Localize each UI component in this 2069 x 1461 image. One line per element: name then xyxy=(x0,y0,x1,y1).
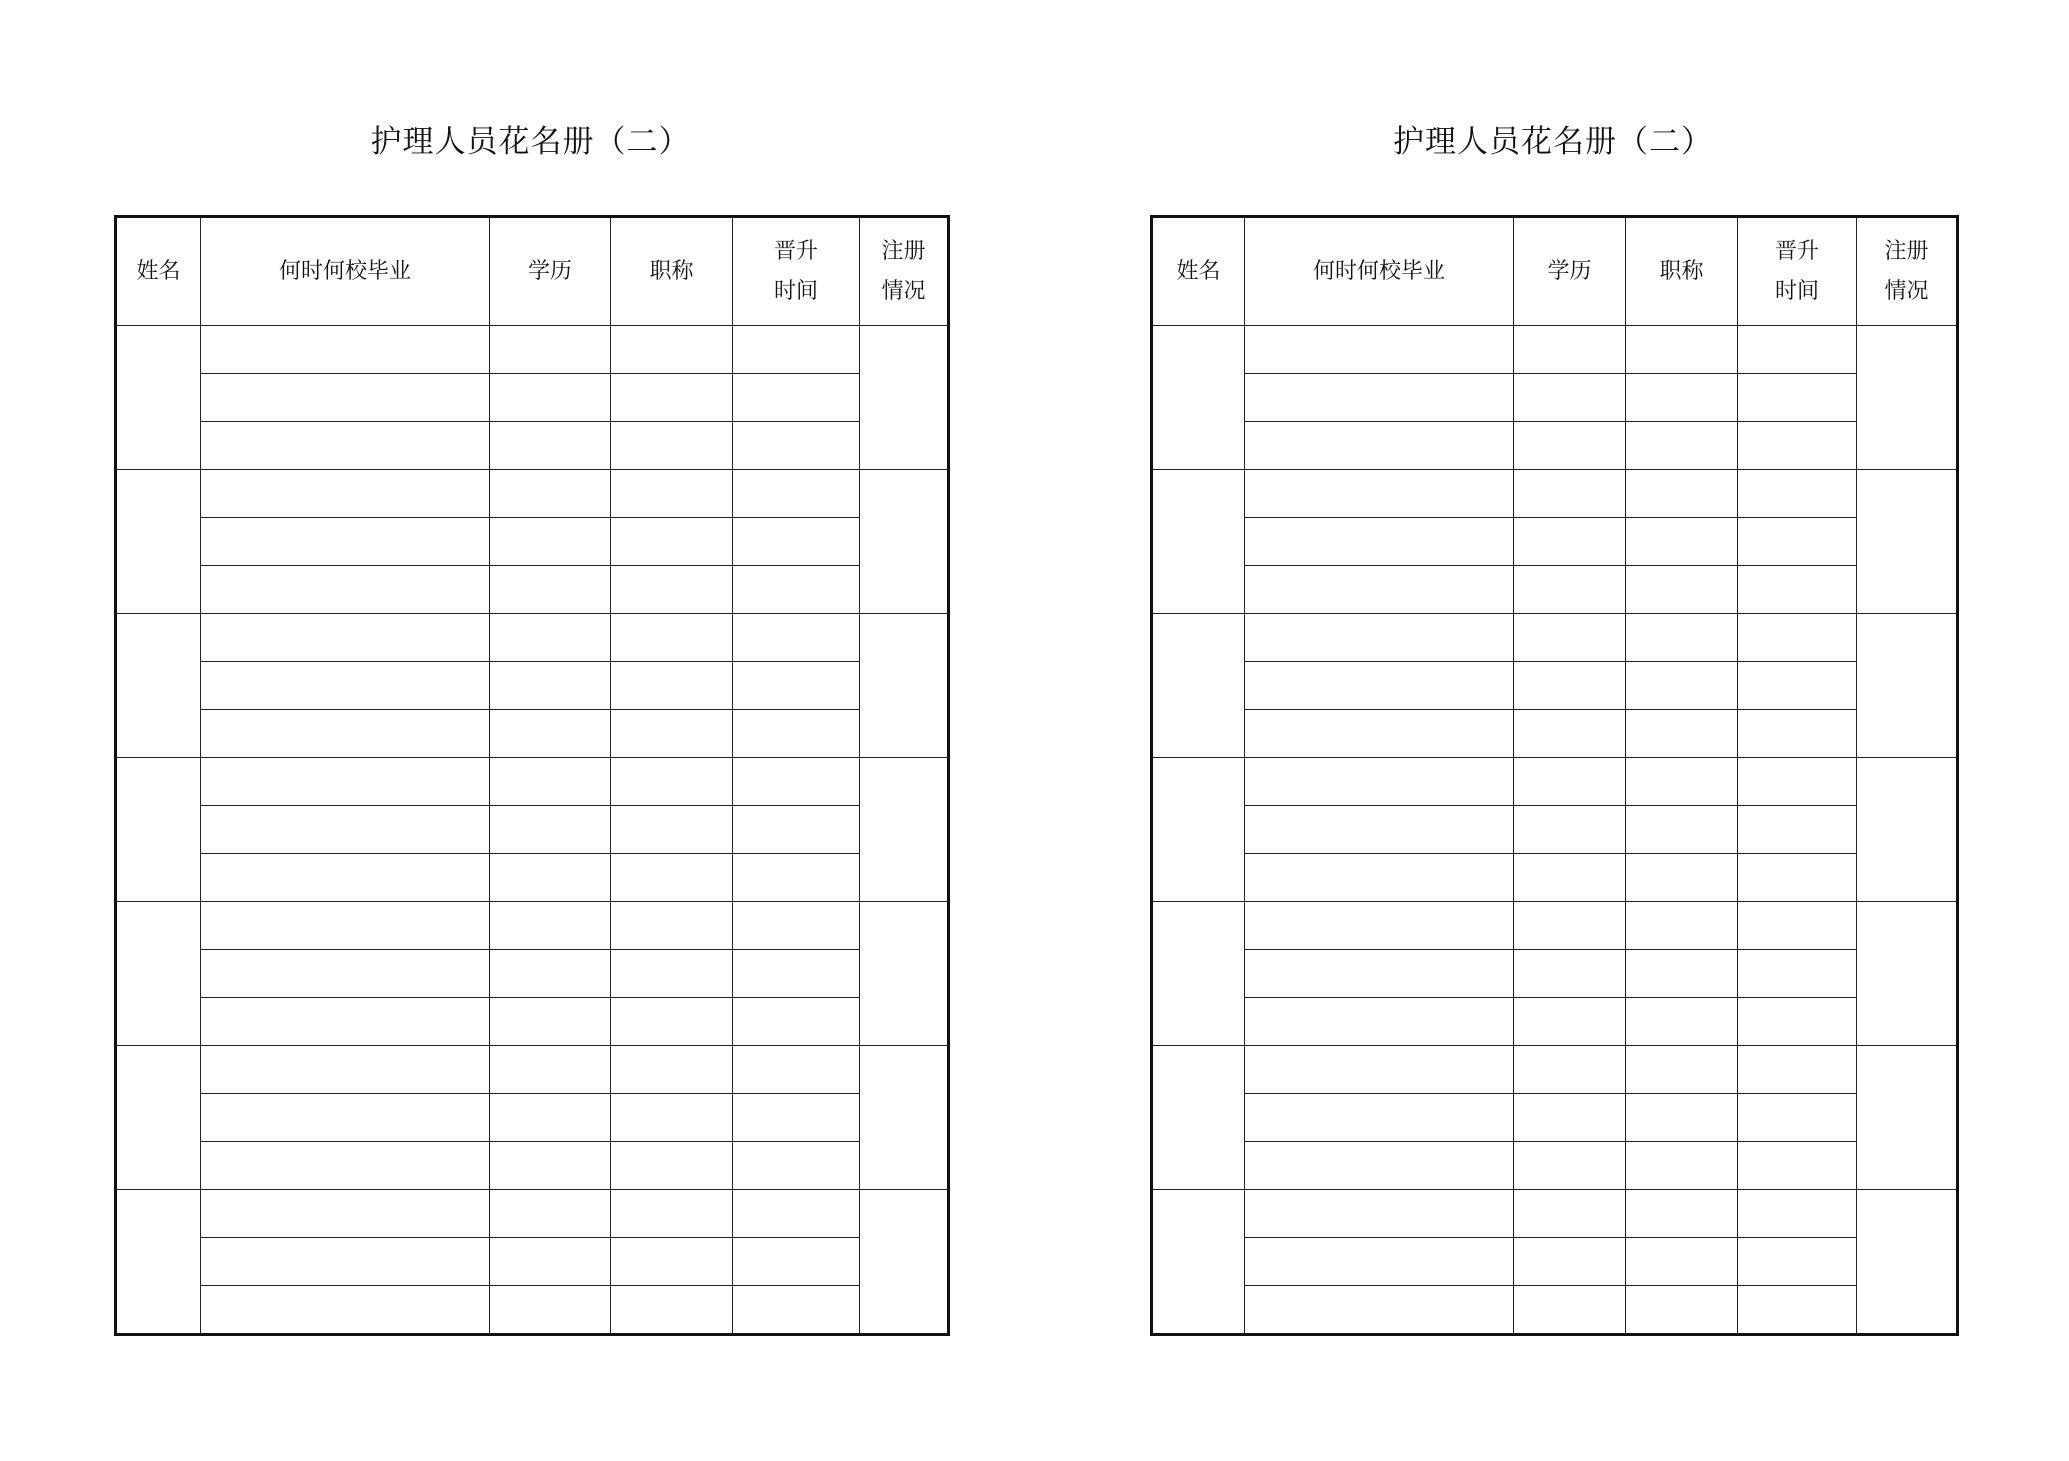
education-cell[interactable] xyxy=(1514,566,1626,614)
title-cell[interactable] xyxy=(611,422,733,470)
education-cell[interactable] xyxy=(1514,950,1626,998)
table-row xyxy=(1152,710,1958,758)
promotion-time-cell[interactable] xyxy=(733,758,860,806)
header-promotion-line1: 晋升 xyxy=(773,238,818,264)
promotion-time-cell[interactable] xyxy=(733,806,860,854)
table-row xyxy=(1152,326,1958,374)
name-cell[interactable] xyxy=(1152,758,1245,902)
roster-body xyxy=(1152,326,1958,1335)
graduation-cell[interactable] xyxy=(1245,374,1514,422)
name-cell[interactable] xyxy=(116,758,201,902)
promotion-time-cell[interactable] xyxy=(733,470,860,518)
header-education: 学历 xyxy=(490,217,611,326)
graduation-cell[interactable] xyxy=(1245,950,1514,998)
title-cell[interactable] xyxy=(611,518,733,566)
table-row xyxy=(116,998,949,1046)
title-cell[interactable] xyxy=(611,1142,733,1190)
promotion-time-cell[interactable] xyxy=(733,1046,860,1094)
title-cell[interactable] xyxy=(1626,758,1738,806)
graduation-cell[interactable] xyxy=(201,1046,490,1094)
registration-cell[interactable] xyxy=(1857,326,1958,470)
graduation-cell[interactable] xyxy=(201,326,490,374)
table-row xyxy=(1152,566,1958,614)
table-row xyxy=(116,1142,949,1190)
promotion-time-cell[interactable] xyxy=(733,566,860,614)
education-cell[interactable] xyxy=(1514,710,1626,758)
title-cell[interactable] xyxy=(1626,854,1738,902)
graduation-cell[interactable] xyxy=(201,806,490,854)
promotion-time-cell[interactable] xyxy=(733,518,860,566)
education-cell[interactable] xyxy=(1514,422,1626,470)
registration-cell[interactable] xyxy=(1857,614,1958,758)
promotion-time-cell[interactable] xyxy=(733,1238,860,1286)
title-cell[interactable] xyxy=(611,710,733,758)
header-promotion-line1: 晋升 xyxy=(1774,238,1819,264)
graduation-cell[interactable] xyxy=(201,710,490,758)
graduation-cell[interactable] xyxy=(201,950,490,998)
education-cell[interactable] xyxy=(490,1046,611,1094)
graduation-cell[interactable] xyxy=(201,422,490,470)
graduation-cell[interactable] xyxy=(201,662,490,710)
title-cell[interactable] xyxy=(1626,470,1738,518)
title-cell[interactable] xyxy=(1626,1142,1738,1190)
name-cell[interactable] xyxy=(116,614,201,758)
table-row xyxy=(116,1094,949,1142)
table-row xyxy=(116,614,949,662)
promotion-time-cell[interactable] xyxy=(733,1190,860,1238)
promotion-time-cell[interactable] xyxy=(733,710,860,758)
title-cell[interactable] xyxy=(1626,1046,1738,1094)
graduation-cell[interactable] xyxy=(201,854,490,902)
education-cell[interactable] xyxy=(1514,326,1626,374)
education-cell[interactable] xyxy=(490,662,611,710)
title-cell[interactable] xyxy=(611,662,733,710)
promotion-time-cell[interactable] xyxy=(1738,902,1857,950)
graduation-cell[interactable] xyxy=(1245,326,1514,374)
education-cell[interactable] xyxy=(490,470,611,518)
graduation-cell[interactable] xyxy=(201,566,490,614)
header-registration-line1: 注册 xyxy=(881,238,926,264)
title-cell[interactable] xyxy=(611,1286,733,1335)
promotion-time-cell[interactable] xyxy=(1738,950,1857,998)
education-cell[interactable] xyxy=(1514,902,1626,950)
name-cell[interactable] xyxy=(116,326,201,470)
registration-cell[interactable] xyxy=(1857,1190,1958,1335)
header-name: 姓名 xyxy=(1152,217,1245,326)
promotion-time-cell[interactable] xyxy=(1738,1190,1857,1238)
table-row xyxy=(1152,806,1958,854)
table-row xyxy=(1152,902,1958,950)
graduation-cell[interactable] xyxy=(201,1238,490,1286)
header-row xyxy=(116,217,949,326)
sheet-title: 护理人员花名册（二） xyxy=(370,124,691,160)
title-cell[interactable] xyxy=(611,758,733,806)
name-cell[interactable] xyxy=(116,1190,201,1335)
title-cell[interactable] xyxy=(611,1094,733,1142)
promotion-time-cell[interactable] xyxy=(1738,374,1857,422)
table-row xyxy=(116,374,949,422)
promotion-time-cell[interactable] xyxy=(733,902,860,950)
registration-cell[interactable] xyxy=(860,902,949,1046)
graduation-cell[interactable] xyxy=(1245,1286,1514,1335)
title-cell[interactable] xyxy=(611,374,733,422)
promotion-time-cell[interactable] xyxy=(733,422,860,470)
promotion-time-cell[interactable] xyxy=(1738,806,1857,854)
title-cell[interactable] xyxy=(1626,806,1738,854)
title-cell[interactable] xyxy=(1626,662,1738,710)
table-row xyxy=(116,902,949,950)
title-cell[interactable] xyxy=(611,326,733,374)
promotion-time-cell[interactable] xyxy=(1738,1286,1857,1335)
promotion-time-cell[interactable] xyxy=(1738,566,1857,614)
registration-cell[interactable] xyxy=(1857,902,1958,1046)
graduation-cell[interactable] xyxy=(201,374,490,422)
name-cell[interactable] xyxy=(1152,470,1245,614)
header-registration-line2: 情况 xyxy=(881,278,926,304)
header-promotion-line2: 时间 xyxy=(773,278,818,304)
title-cell[interactable] xyxy=(611,1190,733,1238)
title-cell[interactable] xyxy=(611,902,733,950)
name-cell[interactable] xyxy=(1152,1190,1245,1335)
table-row xyxy=(1152,1238,1958,1286)
registration-cell[interactable] xyxy=(1857,1046,1958,1190)
registration-cell[interactable] xyxy=(860,614,949,758)
title-cell[interactable] xyxy=(1626,326,1738,374)
title-cell[interactable] xyxy=(1626,566,1738,614)
table-row xyxy=(116,422,949,470)
roster-table xyxy=(114,215,950,1336)
title-cell[interactable] xyxy=(1626,902,1738,950)
education-cell[interactable] xyxy=(490,902,611,950)
table-row xyxy=(116,1238,949,1286)
registration-cell[interactable] xyxy=(860,326,949,470)
promotion-time-cell[interactable] xyxy=(1738,854,1857,902)
title-cell[interactable] xyxy=(1626,1238,1738,1286)
education-cell[interactable] xyxy=(1514,1286,1626,1335)
graduation-cell[interactable] xyxy=(201,758,490,806)
name-cell[interactable] xyxy=(1152,326,1245,470)
promotion-time-cell[interactable] xyxy=(733,854,860,902)
sheet-title: 护理人员花名册（二） xyxy=(1393,124,1713,160)
header-row xyxy=(1152,217,1958,326)
promotion-time-cell[interactable] xyxy=(1738,470,1857,518)
education-cell[interactable] xyxy=(490,566,611,614)
table-row xyxy=(1152,758,1958,806)
education-cell[interactable] xyxy=(1514,614,1626,662)
registration-cell[interactable] xyxy=(860,1046,949,1190)
table-row xyxy=(116,1190,949,1238)
title-cell[interactable] xyxy=(611,614,733,662)
name-cell[interactable] xyxy=(116,1046,201,1190)
education-cell[interactable] xyxy=(1514,854,1626,902)
name-cell[interactable] xyxy=(1152,1046,1245,1190)
title-cell[interactable] xyxy=(1626,422,1738,470)
promotion-time-cell[interactable] xyxy=(733,662,860,710)
graduation-cell[interactable] xyxy=(1245,470,1514,518)
promotion-time-cell[interactable] xyxy=(1738,998,1857,1046)
header-promotion-line2: 时间 xyxy=(1774,278,1819,304)
education-cell[interactable] xyxy=(1514,806,1626,854)
education-cell[interactable] xyxy=(1514,470,1626,518)
table-row xyxy=(1152,470,1958,518)
table-row xyxy=(116,710,949,758)
table-row xyxy=(1152,374,1958,422)
graduation-cell[interactable] xyxy=(1245,710,1514,758)
graduation-cell[interactable] xyxy=(201,1094,490,1142)
header-promotion-time xyxy=(1738,217,1857,326)
graduation-cell[interactable] xyxy=(1245,1190,1514,1238)
education-cell[interactable] xyxy=(490,326,611,374)
education-cell[interactable] xyxy=(490,806,611,854)
education-cell[interactable] xyxy=(490,518,611,566)
header-registration xyxy=(860,217,949,326)
title-cell[interactable] xyxy=(1626,950,1738,998)
education-cell[interactable] xyxy=(490,1142,611,1190)
graduation-cell[interactable] xyxy=(1245,1094,1514,1142)
title-cell[interactable] xyxy=(611,566,733,614)
header-registration xyxy=(1857,217,1958,326)
graduation-cell[interactable] xyxy=(1245,614,1514,662)
table-row xyxy=(116,566,949,614)
name-cell[interactable] xyxy=(116,470,201,614)
graduation-cell[interactable] xyxy=(1245,518,1514,566)
header-promotion-time xyxy=(733,217,860,326)
graduation-cell[interactable] xyxy=(1245,662,1514,710)
promotion-time-cell[interactable] xyxy=(1738,1238,1857,1286)
title-cell[interactable] xyxy=(611,998,733,1046)
table-row xyxy=(1152,614,1958,662)
graduation-cell[interactable] xyxy=(1245,422,1514,470)
promotion-time-cell[interactable] xyxy=(1738,518,1857,566)
education-cell[interactable] xyxy=(1514,758,1626,806)
education-cell[interactable] xyxy=(1514,1094,1626,1142)
table-row xyxy=(116,662,949,710)
name-cell[interactable] xyxy=(1152,902,1245,1046)
education-cell[interactable] xyxy=(490,1190,611,1238)
table-row xyxy=(116,758,949,806)
graduation-cell[interactable] xyxy=(1245,854,1514,902)
graduation-cell[interactable] xyxy=(1245,1238,1514,1286)
table-row xyxy=(1152,1094,1958,1142)
education-cell[interactable] xyxy=(1514,374,1626,422)
education-cell[interactable] xyxy=(490,374,611,422)
table-row xyxy=(1152,998,1958,1046)
promotion-time-cell[interactable] xyxy=(1738,662,1857,710)
education-cell[interactable] xyxy=(1514,662,1626,710)
title-cell[interactable] xyxy=(1626,1286,1738,1335)
promotion-time-cell[interactable] xyxy=(733,1142,860,1190)
table-row xyxy=(1152,1190,1958,1238)
promotion-time-cell[interactable] xyxy=(1738,326,1857,374)
table-row xyxy=(116,950,949,998)
header-registration-line1: 注册 xyxy=(1884,238,1929,264)
table-row xyxy=(116,1286,949,1335)
registration-cell[interactable] xyxy=(860,470,949,614)
table-row xyxy=(1152,1046,1958,1094)
education-cell[interactable] xyxy=(1514,998,1626,1046)
education-cell[interactable] xyxy=(1514,518,1626,566)
graduation-cell[interactable] xyxy=(1245,998,1514,1046)
promotion-time-cell[interactable] xyxy=(1738,1094,1857,1142)
table-row xyxy=(116,806,949,854)
title-cell[interactable] xyxy=(611,1046,733,1094)
education-cell[interactable] xyxy=(490,1094,611,1142)
table-row xyxy=(116,854,949,902)
table-row xyxy=(1152,1286,1958,1335)
title-cell[interactable] xyxy=(1626,374,1738,422)
name-cell[interactable] xyxy=(116,902,201,1046)
education-cell[interactable] xyxy=(1514,1046,1626,1094)
education-cell[interactable] xyxy=(490,758,611,806)
title-cell[interactable] xyxy=(611,470,733,518)
registration-cell[interactable] xyxy=(1857,758,1958,902)
graduation-cell[interactable] xyxy=(201,518,490,566)
title-cell[interactable] xyxy=(611,1238,733,1286)
title-cell[interactable] xyxy=(611,854,733,902)
table-row xyxy=(1152,950,1958,998)
promotion-time-cell[interactable] xyxy=(733,1286,860,1335)
graduation-cell[interactable] xyxy=(201,614,490,662)
education-cell[interactable] xyxy=(490,710,611,758)
education-cell[interactable] xyxy=(490,1238,611,1286)
title-cell[interactable] xyxy=(1626,998,1738,1046)
roster-table xyxy=(1150,215,1959,1336)
education-cell[interactable] xyxy=(490,998,611,1046)
header-title: 职称 xyxy=(1626,217,1738,326)
table-row xyxy=(116,1046,949,1094)
header-name: 姓名 xyxy=(116,217,201,326)
education-cell[interactable] xyxy=(490,1286,611,1335)
graduation-cell[interactable] xyxy=(1245,1046,1514,1094)
title-cell[interactable] xyxy=(611,806,733,854)
graduation-cell[interactable] xyxy=(1245,758,1514,806)
promotion-time-cell[interactable] xyxy=(1738,1142,1857,1190)
promotion-time-cell[interactable] xyxy=(733,326,860,374)
promotion-time-cell[interactable] xyxy=(1738,422,1857,470)
table-row xyxy=(116,518,949,566)
education-cell[interactable] xyxy=(490,854,611,902)
roster-body xyxy=(116,326,949,1335)
promotion-time-cell[interactable] xyxy=(733,374,860,422)
registration-cell[interactable] xyxy=(860,758,949,902)
graduation-cell[interactable] xyxy=(201,470,490,518)
graduation-cell[interactable] xyxy=(201,1190,490,1238)
table-row xyxy=(1152,1142,1958,1190)
table-row xyxy=(1152,422,1958,470)
promotion-time-cell[interactable] xyxy=(733,614,860,662)
title-cell[interactable] xyxy=(611,950,733,998)
graduation-cell[interactable] xyxy=(201,902,490,950)
table-row xyxy=(116,470,949,518)
title-cell[interactable] xyxy=(1626,518,1738,566)
header-title: 职称 xyxy=(611,217,733,326)
promotion-time-cell[interactable] xyxy=(733,1094,860,1142)
education-cell[interactable] xyxy=(1514,1190,1626,1238)
title-cell[interactable] xyxy=(1626,1094,1738,1142)
header-education: 学历 xyxy=(1514,217,1626,326)
education-cell[interactable] xyxy=(1514,1142,1626,1190)
header-graduation: 何时何校毕业 xyxy=(201,217,490,326)
title-cell[interactable] xyxy=(1626,1190,1738,1238)
header-registration-line2: 情况 xyxy=(1884,278,1929,304)
promotion-time-cell[interactable] xyxy=(1738,758,1857,806)
education-cell[interactable] xyxy=(490,950,611,998)
graduation-cell[interactable] xyxy=(1245,806,1514,854)
registration-cell[interactable] xyxy=(860,1190,949,1335)
graduation-cell[interactable] xyxy=(1245,902,1514,950)
graduation-cell[interactable] xyxy=(201,1286,490,1335)
promotion-time-cell[interactable] xyxy=(1738,1046,1857,1094)
title-cell[interactable] xyxy=(1626,710,1738,758)
education-cell[interactable] xyxy=(490,614,611,662)
promotion-time-cell[interactable] xyxy=(1738,614,1857,662)
table-row xyxy=(116,326,949,374)
graduation-cell[interactable] xyxy=(201,998,490,1046)
title-cell[interactable] xyxy=(1626,614,1738,662)
table-row xyxy=(1152,854,1958,902)
header-graduation: 何时何校毕业 xyxy=(1245,217,1514,326)
promotion-time-cell[interactable] xyxy=(1738,710,1857,758)
registration-cell[interactable] xyxy=(1857,470,1958,614)
promotion-time-cell[interactable] xyxy=(733,950,860,998)
graduation-cell[interactable] xyxy=(1245,1142,1514,1190)
education-cell[interactable] xyxy=(490,422,611,470)
promotion-time-cell[interactable] xyxy=(733,998,860,1046)
education-cell[interactable] xyxy=(1514,1238,1626,1286)
graduation-cell[interactable] xyxy=(1245,566,1514,614)
table-row xyxy=(1152,518,1958,566)
table-row xyxy=(1152,662,1958,710)
graduation-cell[interactable] xyxy=(201,1142,490,1190)
name-cell[interactable] xyxy=(1152,614,1245,758)
